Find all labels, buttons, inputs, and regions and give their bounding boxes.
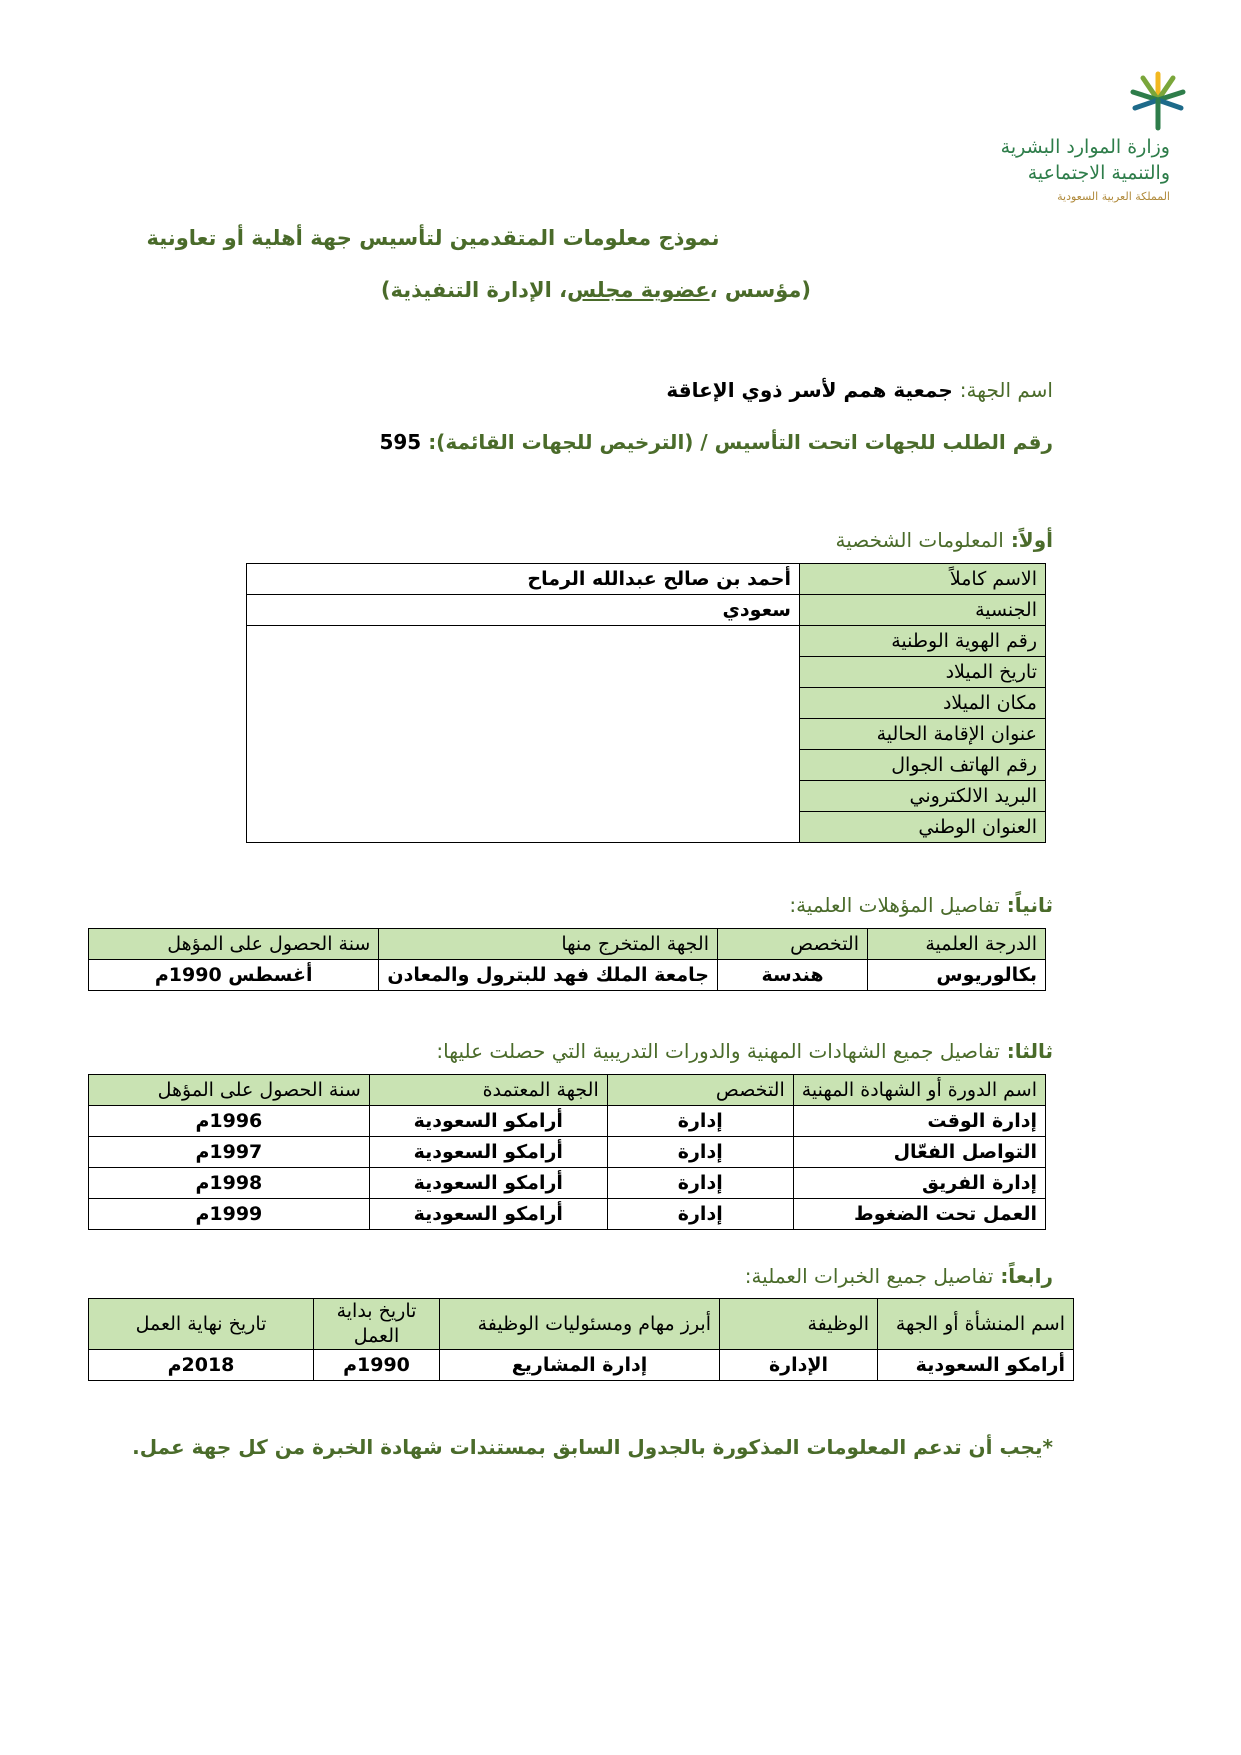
org-name-label: اسم الجهة: (959, 378, 1053, 402)
request-label: رقم الطلب للجهات اتحت التأسيس / (الترخيص للجهات القائمة): (428, 430, 1053, 454)
personal-row (247, 812, 1046, 843)
experience-column-header: اسم المنشأة أو الجهة (878, 1299, 1074, 1350)
ministry-name-line2: والتنمية الاجتماعية (1027, 162, 1170, 184)
certificate-cell: 1997م (89, 1137, 370, 1168)
certificate-row (89, 1168, 1046, 1199)
request-number-line (379, 430, 1053, 454)
personal-heading-text: المعلومات الشخصية (835, 528, 1004, 552)
personal-label: رقم الهوية الوطنية (800, 626, 1046, 657)
certificates-heading (436, 1039, 1053, 1063)
certificate-row (89, 1199, 1046, 1230)
personal-label: الاسم كاملاً (800, 564, 1046, 595)
certificate-column-header: التخصص (607, 1075, 793, 1106)
footnote: *يجب أن تدعم المعلومات المذكورة بالجدول السابق بمستندات شهادة الخبرة من كل جهة عمل. (132, 1435, 1053, 1459)
personal-value (247, 626, 800, 657)
certificate-cell: إدارة (607, 1168, 793, 1199)
experience-cell: 2018م (89, 1350, 314, 1381)
qualification-cell: بكالوريوس (868, 960, 1046, 991)
certificate-cell: 1996م (89, 1106, 370, 1137)
personal-info-table (246, 563, 1046, 843)
certificate-cell: أرامكو السعودية (369, 1106, 607, 1137)
certificate-cell: إدارة الوقت (793, 1106, 1045, 1137)
personal-row (247, 750, 1046, 781)
experience-cell: الإدارة (720, 1350, 878, 1381)
experience-table (88, 1298, 1074, 1381)
personal-heading (836, 528, 1053, 552)
personal-value (247, 719, 800, 750)
palm-emblem-icon (1129, 70, 1187, 132)
form-subtitle (381, 278, 811, 302)
experience-heading-num: رابعاً: (1000, 1264, 1053, 1288)
personal-row (247, 781, 1046, 812)
personal-row (247, 688, 1046, 719)
certificate-row (89, 1106, 1046, 1137)
personal-value: سعودي (247, 595, 800, 626)
certificates-heading-text: تفاصيل جميع الشهادات المهنية والدورات التدريبية التي حصلت عليها: (436, 1039, 1000, 1063)
certificate-cell: التواصل الفعّال (793, 1137, 1045, 1168)
personal-value (247, 657, 800, 688)
experience-column-header: الوظيفة (720, 1299, 878, 1350)
personal-row (247, 657, 1046, 688)
experience-cell: أرامكو السعودية (878, 1350, 1074, 1381)
qualification-cell: هندسة (718, 960, 868, 991)
experience-row (89, 1350, 1074, 1381)
qualifications-table (88, 928, 1046, 991)
personal-label: عنوان الإقامة الحالية (800, 719, 1046, 750)
experience-column-header: تاريخ بداية العمل (314, 1299, 440, 1350)
certificate-cell: العمل تحت الضغوط (793, 1199, 1045, 1230)
personal-label: مكان الميلاد (800, 688, 1046, 719)
experience-heading (745, 1264, 1053, 1288)
certificate-cell: أرامكو السعودية (369, 1168, 607, 1199)
personal-row (247, 595, 1046, 626)
personal-heading-num: أولاً: (1010, 528, 1053, 552)
qualifications-heading (789, 893, 1053, 917)
personal-value (247, 812, 800, 843)
qualifications-heading-num: ثانياً: (1006, 893, 1053, 917)
personal-label: تاريخ الميلاد (800, 657, 1046, 688)
org-name-line (666, 378, 1053, 402)
personal-value (247, 688, 800, 719)
personal-value: أحمد بن صالح عبدالله الرماح (247, 564, 800, 595)
personal-label: البريد الالكتروني (800, 781, 1046, 812)
experience-column-header: تاريخ نهاية العمل (89, 1299, 314, 1350)
qualification-row (89, 960, 1046, 991)
personal-value (247, 781, 800, 812)
subtitle-open: (مؤسس ، (709, 278, 811, 302)
qualification-column-header: الجهة المتخرج منها (379, 929, 718, 960)
certificate-cell: إدارة (607, 1106, 793, 1137)
qualification-cell: أغسطس 1990م (89, 960, 379, 991)
experience-cell: إدارة المشاريع (440, 1350, 720, 1381)
personal-label: الجنسية (800, 595, 1046, 626)
ministry-name-line1: وزارة الموارد البشرية (1000, 136, 1170, 158)
certificate-cell: إدارة الفريق (793, 1168, 1045, 1199)
org-name-value: جمعية همم لأسر ذوي الإعاقة (666, 378, 953, 402)
certificate-cell: 1998م (89, 1168, 370, 1199)
qualification-column-header: سنة الحصول على المؤهل (89, 929, 379, 960)
experience-heading-text: تفاصيل جميع الخبرات العملية: (744, 1264, 994, 1288)
qualification-column-header: الدرجة العلمية (868, 929, 1046, 960)
certificate-cell: أرامكو السعودية (369, 1199, 607, 1230)
request-value: 595 (379, 430, 422, 454)
experience-cell: 1990م (314, 1350, 440, 1381)
certificates-table (88, 1074, 1046, 1230)
certificate-cell: أرامكو السعودية (369, 1137, 607, 1168)
personal-label: رقم الهاتف الجوال (800, 750, 1046, 781)
certificate-column-header: الجهة المعتمدة (369, 1075, 607, 1106)
qualification-cell: جامعة الملك فهد للبترول والمعادن (379, 960, 718, 991)
certificates-heading-num: ثالثا: (1006, 1039, 1053, 1063)
subtitle-close: ، الإدارة التنفيذية) (380, 278, 568, 302)
certificate-cell: إدارة (607, 1137, 793, 1168)
certificate-column-header: اسم الدورة أو الشهادة المهنية (793, 1075, 1045, 1106)
personal-row (247, 564, 1046, 595)
personal-value (247, 750, 800, 781)
certificate-row (89, 1137, 1046, 1168)
personal-row (247, 626, 1046, 657)
kingdom-name: المملكة العربية السعودية (1057, 190, 1170, 203)
personal-label: العنوان الوطني (800, 812, 1046, 843)
certificate-cell: إدارة (607, 1199, 793, 1230)
form-title: نموذج معلومات المتقدمين لتأسيس جهة أهلية أو تعاونية (146, 226, 720, 250)
certificate-cell: 1999م (89, 1199, 370, 1230)
subtitle-underlined: عضوية مجلس (567, 278, 710, 302)
personal-row (247, 719, 1046, 750)
qualification-column-header: التخصص (718, 929, 868, 960)
certificate-column-header: سنة الحصول على المؤهل (89, 1075, 370, 1106)
experience-column-header: أبرز مهام ومسئوليات الوظيفة (440, 1299, 720, 1350)
qualifications-heading-text: تفاصيل المؤهلات العلمية: (789, 893, 1000, 917)
